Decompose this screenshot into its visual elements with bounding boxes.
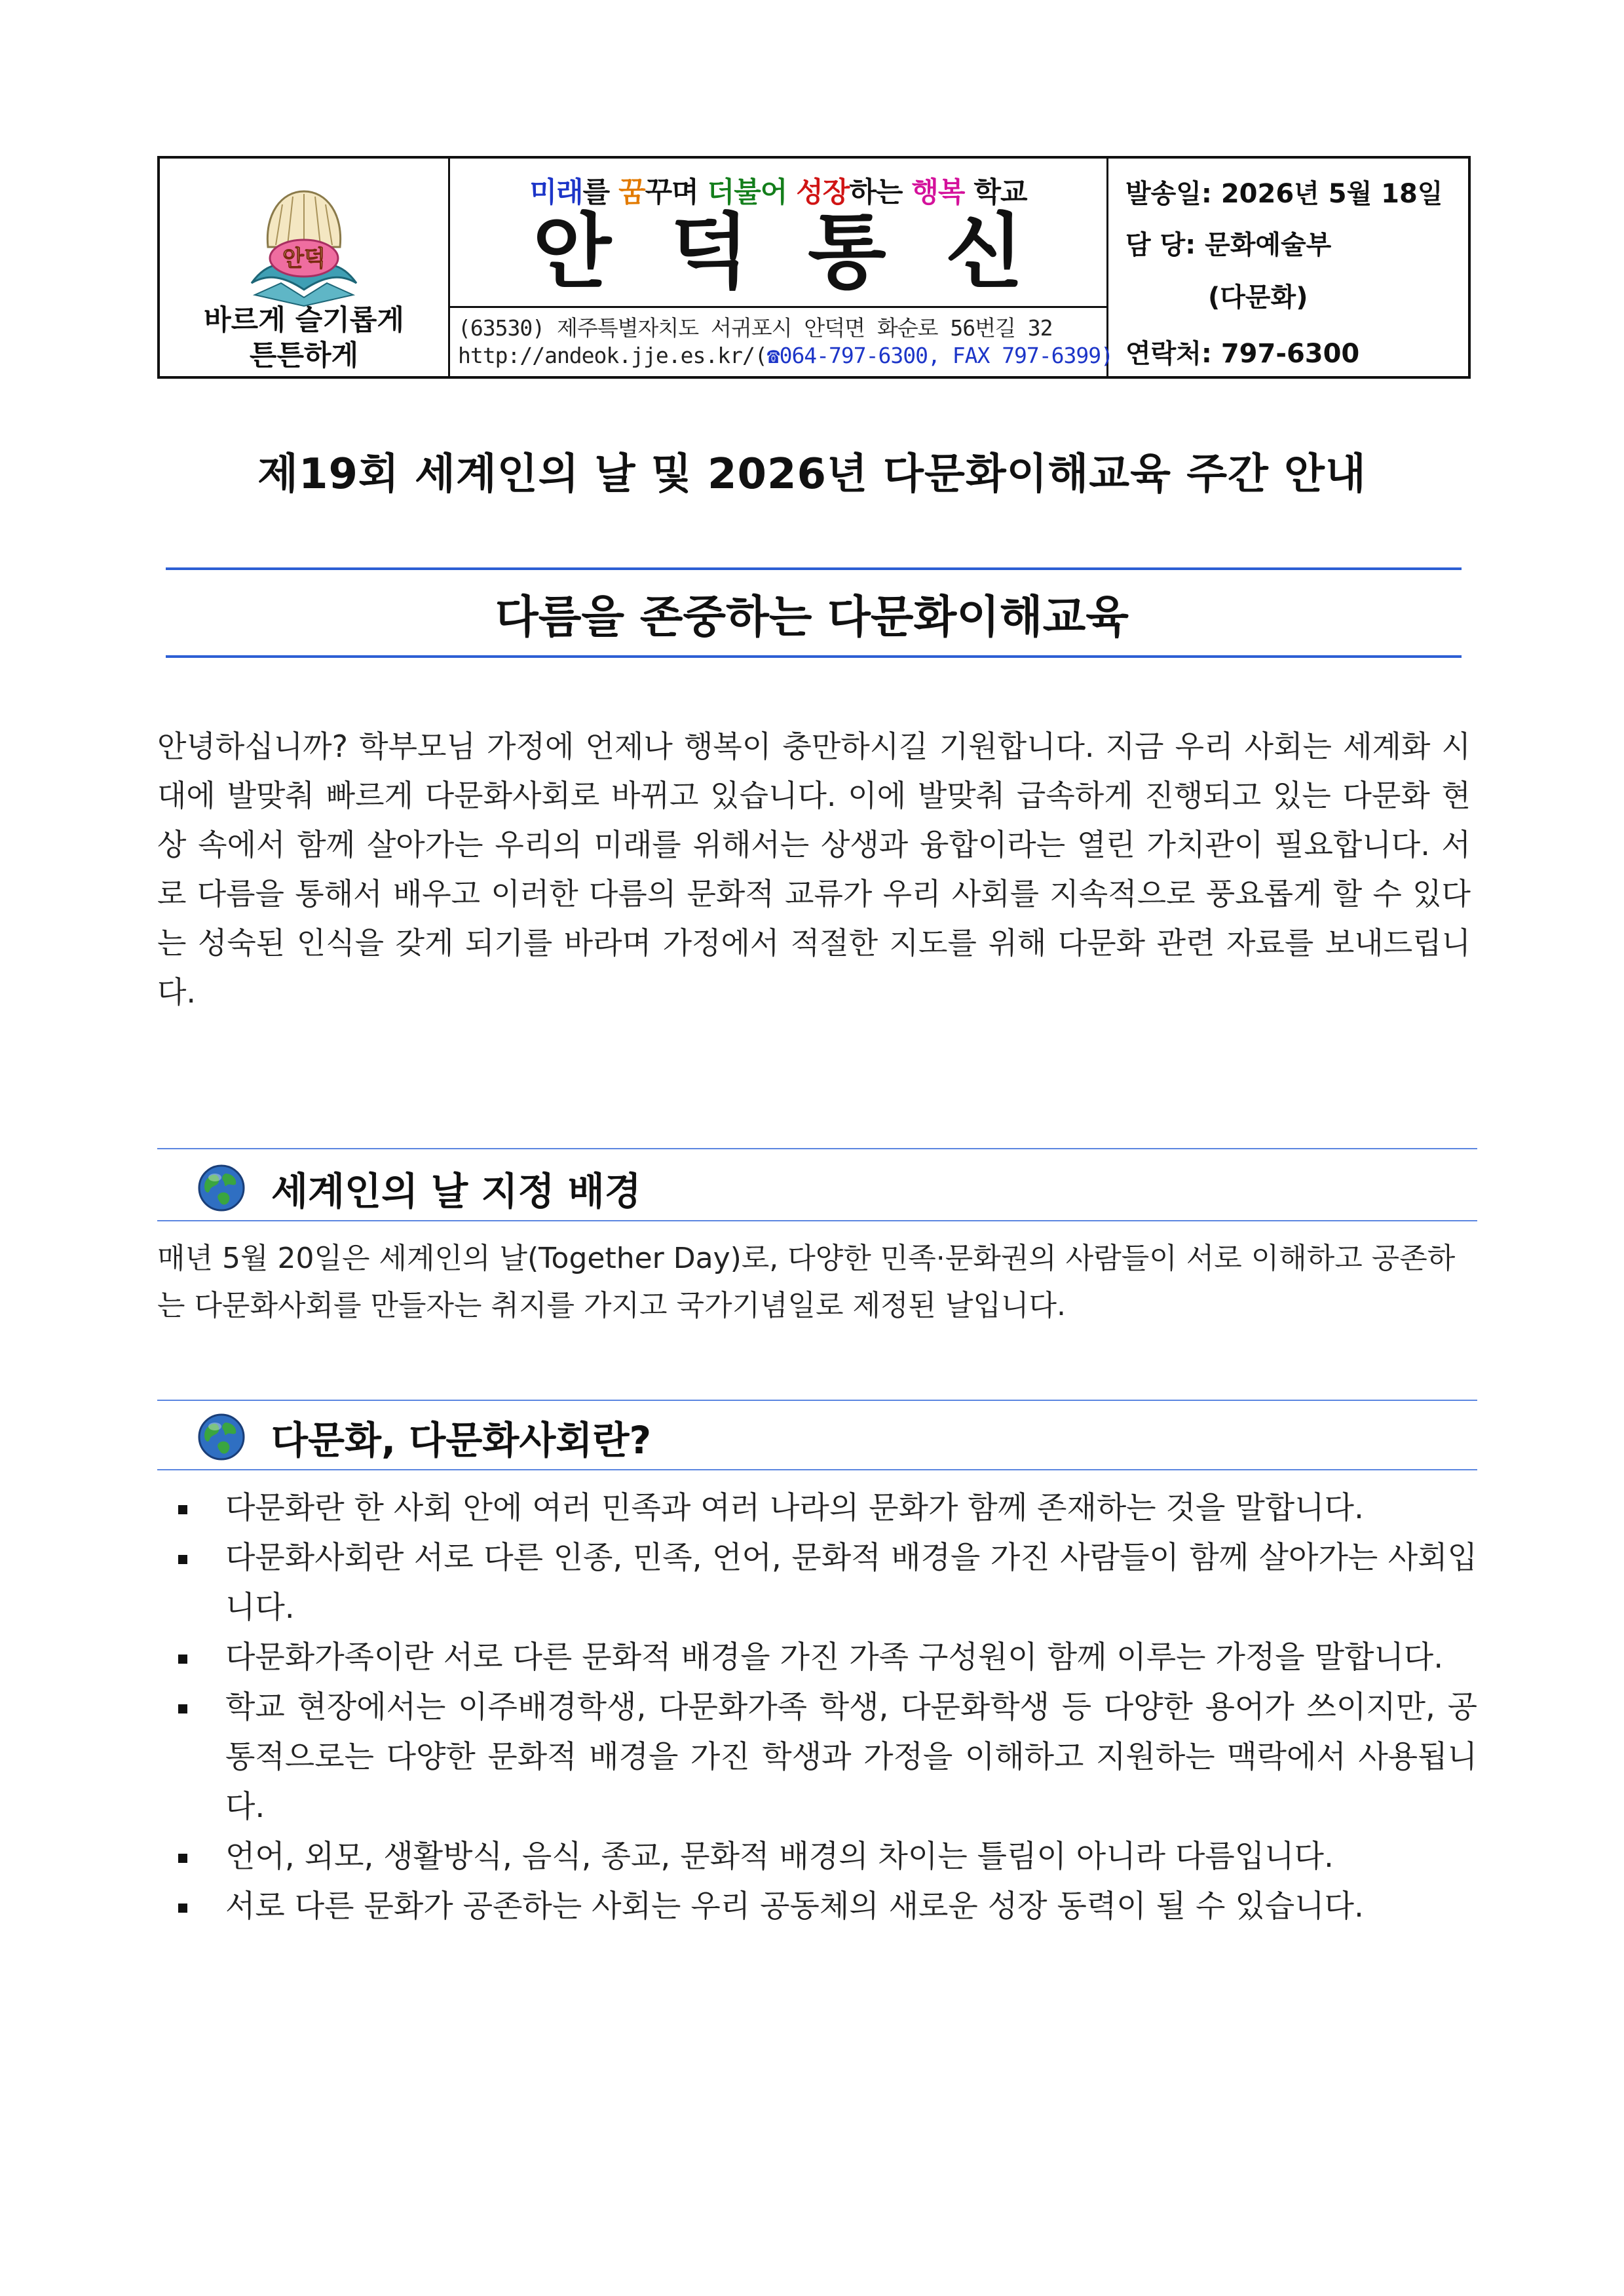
school-address: (63530) 제주특별자치도 서귀포시 안덕면 화순로 56번길 32 [458,315,1053,341]
slogan-segment: 꾸며 [645,176,708,209]
subtitle-top-rule [166,567,1462,570]
slogan-segment: 꿈 [618,176,645,209]
globe-icon [197,1163,246,1213]
header-divider [450,306,1106,308]
bullet-square-icon [178,1704,187,1713]
section2-bottom-rule [157,1469,1477,1470]
newsletter-header [157,156,1471,379]
main-title: 제19회 세계인의 날 및 2026년 다문화이해교육 주간 안내 [257,450,1367,499]
section1-body: 매년 5월 20일은 세계인의 날(Together Day)로, 다양한 민족·문화권의 사람들이 서로 이해하고 공존하는 다문화사회를 만들자는 취지를 가지고 국가기념일로 제정된 날입니다. [157,1242,1456,1322]
bullet-square-icon [178,1854,187,1863]
issue-date: 발송일: 2026년 5월 18일 [1125,179,1443,209]
sub-title: 다름을 존중하는 다문화이해교육 [495,592,1129,643]
section1-bottom-rule [157,1220,1477,1221]
manager-dept: (다문화) [1208,282,1308,313]
svg-text:안덕: 안덕 [282,246,326,272]
slogan-segment: 하는 [849,176,912,209]
list-item: 다문화가족이란 서로 다른 문화적 배경을 가진 가족 구성원이 함께 이루는 가정을 말합니다. [177,1633,1477,1683]
list-item: 언어, 외모, 생활방식, 음식, 종교, 문화적 배경의 차이는 틀림이 아니라 다름입니다. [177,1832,1477,1882]
bullet-square-icon [178,1904,187,1913]
newsletter-title: 안덕통신 [533,204,1083,299]
school-address-block [458,315,1113,370]
list-item: 서로 다른 문화가 공존하는 사회는 우리 공동체의 새로운 성장 동력이 될 수 있습니다. [177,1882,1477,1932]
school-logo [242,185,366,309]
slogan-segment: 성장 [796,176,850,209]
bullet-square-icon [178,1555,187,1564]
bullet-square-icon [178,1505,187,1514]
list-item: 다문화사회란 서로 다른 인종, 민족, 언어, 문화적 배경을 가진 사람들이 함께 살아가는 사회입니다. [177,1533,1477,1633]
section2-title: 다문화, 다문화사회란? [271,1418,652,1463]
school-phone: ☎064-797-6300, FAX 797-6399) [766,343,1113,368]
header-left-cell [160,159,450,376]
contact: 연락처: 797-6300 [1125,339,1360,369]
globe-icon [197,1412,246,1462]
header-right-cell [1108,159,1468,376]
definition-list [177,1483,1477,1932]
section1-title: 세계인의 날 지정 배경 [271,1169,641,1214]
motto-line-1: 바르게 슬기롭게 [204,304,404,337]
slogan-segment: 학교 [964,176,1027,209]
slogan-segment: 를 [582,176,619,209]
header-middle-cell [450,159,1113,376]
intro-paragraph: 안녕하십니까? 학부모님 가정에 언제나 행복이 충만하시길 기원합니다. 지금 우리 사회는 세계화 시대에 발맞춰 빠르게 다문화사회로 바뀌고 있습니다. 이에 발맞춰 급속하게 진행되고 있는 다문화 현상 속에서 함께 살아가는 우리의 미래를 위해서는 상생과 융합이라는 열린 가치관이 필요합니다. 서로 다름을 통해서 배우고 이러한 다름의 문화적 교류가 우리 사회를 지속적으로 풍요롭게 할 수 있다는 성숙된 인식을 갖게 되기를 바라며 가정에서 적절한 지도를 위해 다문화 관련 자료를 보내드립니다. [157,729,1471,1010]
section1-heading [197,1158,641,1217]
slogan-segment: 미래 [529,176,583,209]
bullet-square-icon [178,1655,187,1664]
slogan-segment: 더불어 [707,176,797,209]
school-website-link[interactable]: http://andeok.jje.es.kr/( [458,343,767,368]
motto-line-2: 튼튼하게 [249,339,359,372]
school-motto [160,303,448,373]
section2-heading [197,1407,651,1466]
list-item: 학교 현장에서는 이주배경학생, 다문화가족 학생, 다문화학생 등 다양한 용어가 쓰이지만, 공통적으로는 다양한 문화적 배경을 가진 학생과 가정을 이해하고 지원하는 맥락에서 사용됩니다. [177,1683,1477,1832]
section2-top-rule [157,1400,1477,1401]
section1-top-rule [157,1148,1477,1149]
manager: 담 당: 문화예술부 [1125,230,1332,260]
subtitle-bottom-rule [166,655,1462,658]
list-item: 다문화란 한 사회 안에 여러 민족과 여러 나라의 문화가 함께 존재하는 것을 말합니다. [177,1483,1477,1533]
slogan-segment: 행복 [911,176,965,209]
